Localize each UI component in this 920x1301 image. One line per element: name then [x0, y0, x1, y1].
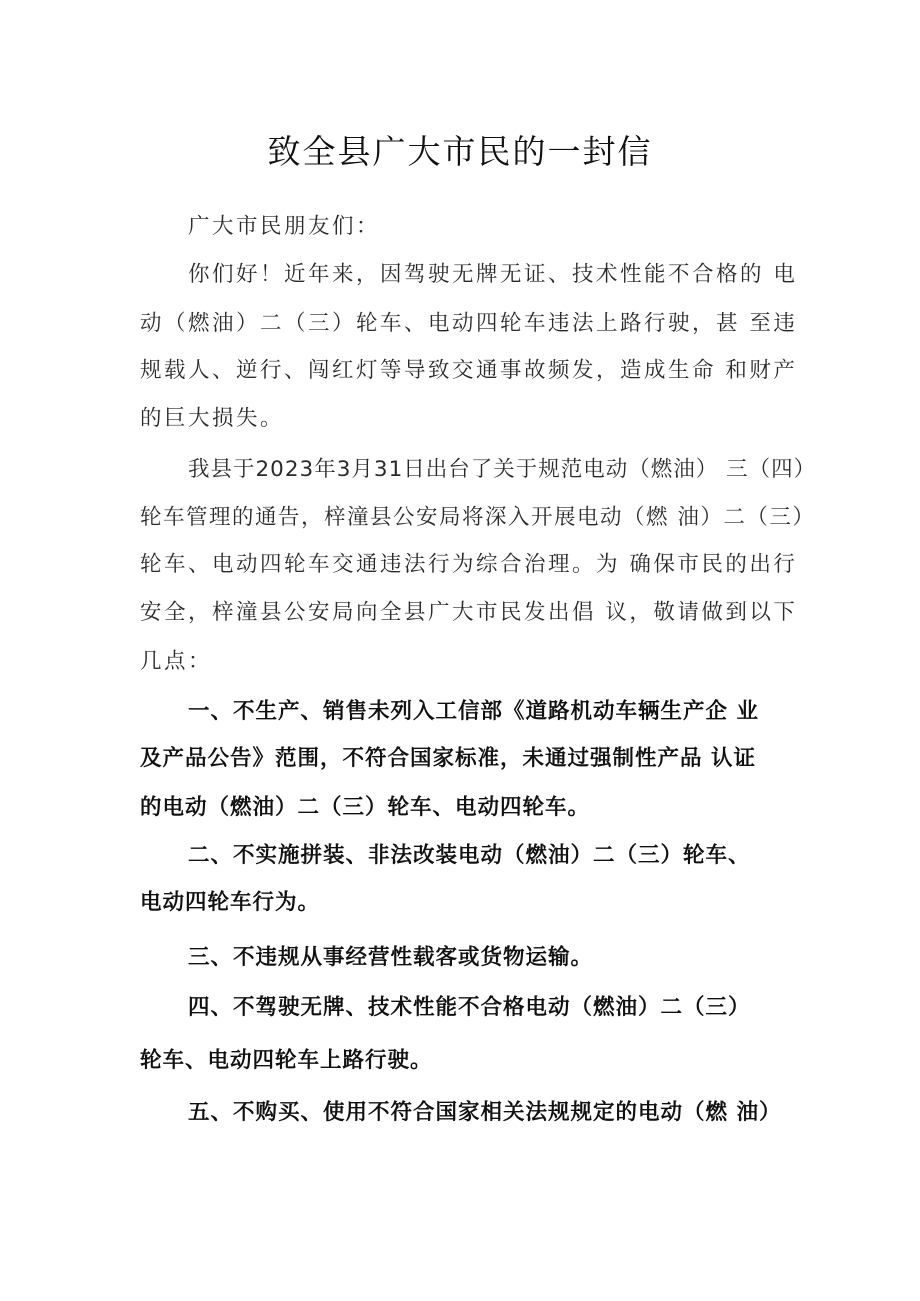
- paragraph-line: 轮车管理的通告，梓潼县公安局将深入开展电动（燃 油）二（三）: [140, 505, 816, 530]
- item-line: 四、不驾驶无牌、技术性能不合格电动（燃油）二（三）: [188, 995, 751, 1020]
- paragraph-line: 规载人、逆行、闯红灯等导致交通事故频发，造成生命 和财产: [140, 358, 798, 383]
- paragraph-line: 轮车、电动四轮车交通违法行为综合治理。为 确保市民的出行: [140, 552, 798, 577]
- item-line: 二、不实施拼装、非法改装电动（燃油）二（三）轮车、: [188, 843, 751, 868]
- paragraph-line: 我县于2023年3月31日出台了关于规范电动（燃油） 三（四）: [188, 457, 817, 482]
- item-line: 的电动（燃油）二（三）轮车、电动四轮车。: [140, 795, 591, 820]
- paragraph-line: 动（燃油）二（三）轮车、电动四轮车违法上路行驶，甚 至违: [140, 311, 798, 336]
- item-line: 五、不购买、使用不符合国家相关法规规定的电动（燃 油）: [188, 1100, 782, 1125]
- salutation: 广大市民朋友们：: [188, 214, 381, 239]
- letter-title: 致全县广大市民的一封信: [267, 132, 653, 171]
- item-line: 轮车、电动四轮车上路行驶。: [140, 1048, 433, 1073]
- item-line: 及产品公告》范围，不符合国家标准，未通过强制性产品 认证: [140, 746, 756, 771]
- item-line: 三、不违规从事经营性载客或货物运输。: [188, 945, 594, 970]
- item-line: 一、不生产、销售未列入工信部《道路机动车辆生产企 业: [188, 699, 759, 724]
- paragraph-line: 的巨大损失。: [140, 406, 285, 431]
- paragraph-line: 安全，梓潼县公安局向全县广大市民发出倡 议，敬请做到以下: [140, 600, 798, 625]
- paragraph-line: 你们好！近年来，因驾驶无牌无证、技术性能不合格的 电: [188, 262, 798, 287]
- paragraph-line: 几点：: [140, 649, 213, 674]
- item-line: 电动四轮车行为。: [140, 890, 321, 915]
